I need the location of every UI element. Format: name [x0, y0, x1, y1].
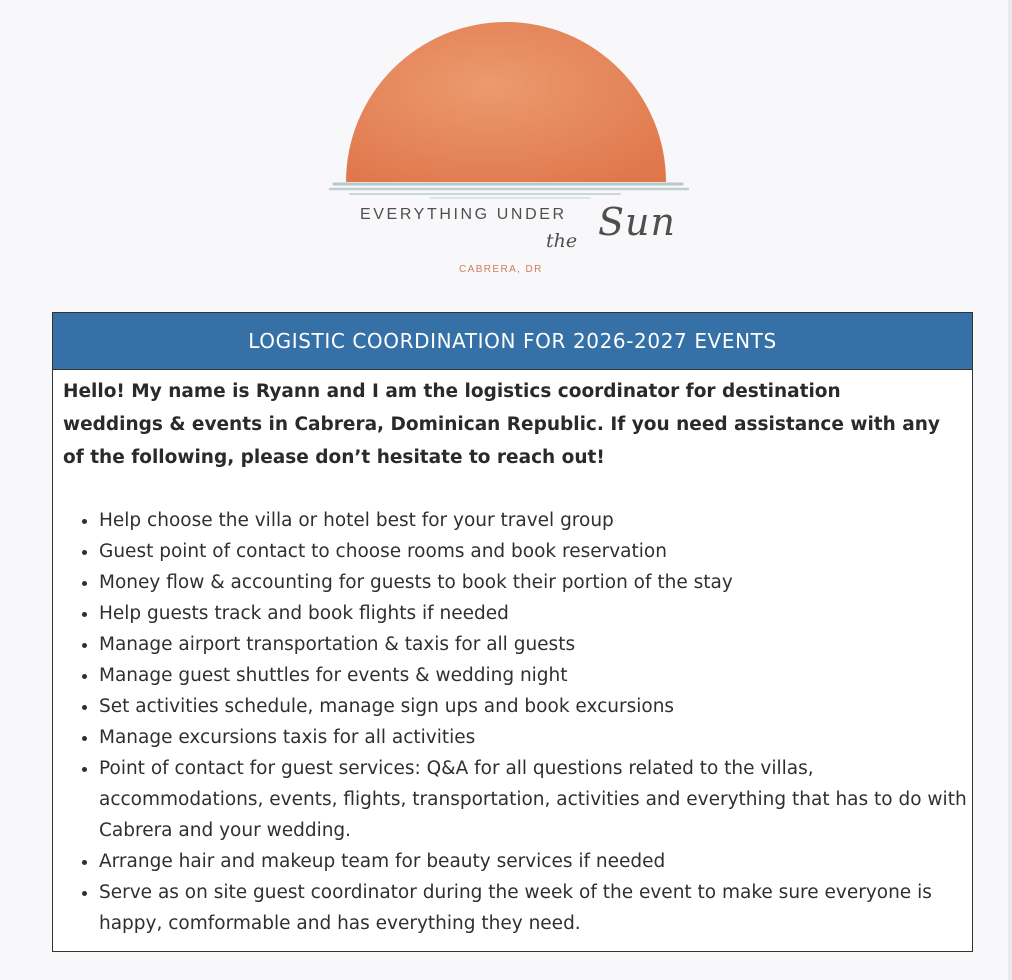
service-item: • Guest point of contact to choose rooms and book reservation [99, 536, 969, 567]
service-item: • Manage excursions taxis for all activities [99, 722, 969, 753]
service-item: • Help guests track and book flights if needed [99, 598, 969, 629]
service-item: • Point of contact for guest services: Q&A for all questions related to the villas, accommodations, events, flights, transportation, activities and everything that has to do with Cabrera and your wedding. [99, 753, 969, 846]
services-card [52, 312, 973, 952]
service-item: • Manage airport transportation & taxis for all guests [99, 629, 969, 660]
brand-name: EVERYTHING UNDER [360, 206, 567, 223]
page-edge [1008, 0, 1012, 980]
brand-location: CABRERA, DR [459, 264, 543, 275]
service-item: • Arrange hair and makeup team for beauty services if needed [99, 846, 969, 877]
services-list [77, 505, 969, 939]
service-item: • Set activities schedule, manage sign ups and book excursions [99, 691, 969, 722]
sun-logo-graphic [320, 18, 692, 208]
service-item: • Manage guest shuttles for events & wedding night [99, 660, 969, 691]
brand-logo [320, 18, 692, 288]
service-item: • Serve as on site guest coordinator during the week of the event to make sure everyone is happy, comformable and has everything they need. [99, 877, 969, 939]
water-strokes [330, 184, 688, 198]
card-title: LOGISTIC COORDINATION FOR 2026-2027 EVENTS [53, 313, 972, 370]
service-item: • Help choose the villa or hotel best for your travel group [99, 505, 969, 536]
brand-name-the: the [546, 230, 578, 252]
brand-name-sun: Sun [598, 200, 676, 244]
intro-text: Hello! My name is Ryann and I am the logistics coordinator for destination weddings & events in Cabrera, Dominican Republic. If you need assistance with any of the following, please don’t hesitate to reach out! [63, 381, 940, 468]
service-item: • Money flow & accounting for guests to book their portion of the stay [99, 567, 969, 598]
sun-half-circle [346, 22, 666, 182]
